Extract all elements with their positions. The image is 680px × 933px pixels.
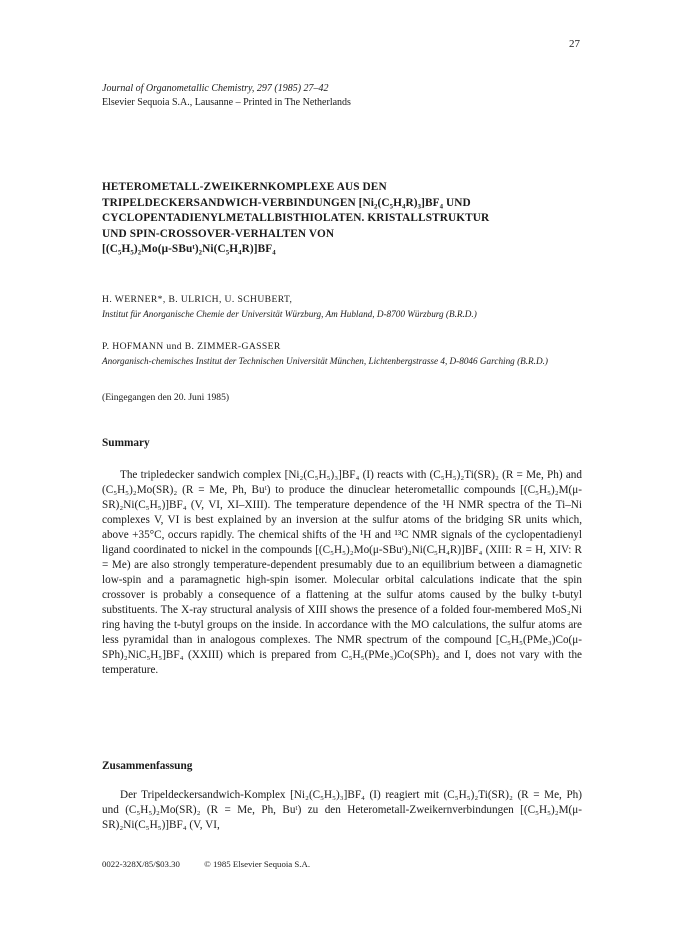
copyright: © 1985 Elsevier Sequoia S.A.	[204, 859, 311, 869]
summary-heading: Summary	[102, 437, 150, 449]
received-date: (Eingegangen den 20. Juni 1985)	[102, 392, 230, 403]
page-number: 27	[569, 38, 580, 50]
author-names: P. HOFMANN und B. ZIMMER-GASSER	[102, 341, 281, 352]
author-affiliation: Anorganisch-chemisches Institut der Technischen Universität München, Lichtenbergstrasse 4, D-8046 Garching (B.R.D.)	[102, 356, 548, 366]
author-names: H. WERNER*, B. ULRICH, U. SCHUBERT,	[102, 294, 293, 305]
article-code: 0022-328X/85/$03.30	[102, 859, 180, 869]
journal-reference: Journal of Organometallic Chemistry, 297 (1985) 27–42	[102, 83, 329, 94]
author-block	[102, 339, 582, 369]
title-line: [(C₅H₅)₂Mo(μ-SBuᵗ)₂Ni(C₅H₄R)]BF₄	[102, 243, 276, 255]
summary-text: The tripledecker sandwich complex [Ni₂(C₅H₅)₃]BF₄ (I) reacts with (C₅H₅)₂Ti(SR)₂ (R = Me, Ph) and (C₅H₅)₂Mo(SR)₂ (R = Me, Ph, Buᵗ) to produce the dinuclear heterometallic compounds [(C₅H₅)₂M(μ-SR)₂Ni(C₅H₅)]BF₄ (V, VI, XI–XIII). The temperature dependence of the ¹H NMR spectra of the Ti–Ni complexes V, VI is best explained by an inversion at the sulfur atoms of the bridging SR units which, above +35°C, occurs rapidly. The chemical shifts of the ¹H and ¹³C NMR signals of the cyclopentadienyl ligand coordinated to nickel in the compounds [(C₅H₅)₂Mo(μ-SBuᵗ)₂Ni(C₅H₄R)]BF₄ (XIII: R = H, XIV: R = Me) are also strongly temperature-dependent presumably due to an equilibrium between a diamagnetic low-spin and a paramagnetic high-spin isomer. Molecular orbital calculations indicate that the spin crossover is probably a consequence of a flattening at the sulfur atoms caused by the bulky t-butyl substituents. The X-ray structural analysis of XIII shows the presence of a folded four-membered MoS₂Ni ring having the t-butyl groups on the inside. In accordance with the MO calculations, the sulfur atoms are less pyramidal than in analogous complexes. The NMR spectrum of the compound [C₅H₅(PMe₃)Co(μ-SPh)₂NiC₅H₅]BF₄ (XXIII) which is prepared from C₅H₅(PMe₃)Co(SPh)₂ and I, does not vary with the temperature.	[102, 469, 582, 676]
title-line: CYCLOPENTADIENYLMETALLBISTHIOLATEN. KRISTALLSTRUKTUR	[102, 212, 490, 224]
title-line: TRIPELDECKERSANDWICH-VERBINDUNGEN [Ni₂(C₅H₄R)₃]BF₄ UND	[102, 196, 471, 209]
title-line: HETEROMETALL-ZWEIKERNKOMPLEXE AUS DEN	[102, 181, 387, 193]
footer	[102, 859, 582, 869]
title-line: UND SPIN-CROSSOVER-VERHALTEN VON	[102, 227, 335, 240]
publisher-line: Elsevier Sequoia S.A., Lausanne – Printed in The Netherlands	[102, 97, 351, 108]
author-block	[102, 292, 582, 322]
zusammenfassung-text: Der Tripeldeckersandwich-Komplex [Ni₂(C₅H₅)₃]BF₄ (I) reagiert mit (C₅H₅)₂Ti(SR)₂ (R = Me, Ph) und (C₅H₅)₂Mo(SR)₂ (R = Me, Ph, Buᵗ) zu den Heterometall-Zweikernverbindungen [(C₅H₅)₂M(μ-SR)₂Ni(C₅H₅)]BF₄ (V, VI,	[102, 789, 582, 831]
author-affiliation: Institut für Anorganische Chemie der Universität Würzburg, Am Hubland, D-8700 Würzburg (B.R.D.)	[102, 309, 477, 319]
journal-citation	[102, 82, 582, 110]
article-title	[102, 180, 582, 258]
zusammenfassung-heading: Zusammenfassung	[102, 760, 193, 772]
